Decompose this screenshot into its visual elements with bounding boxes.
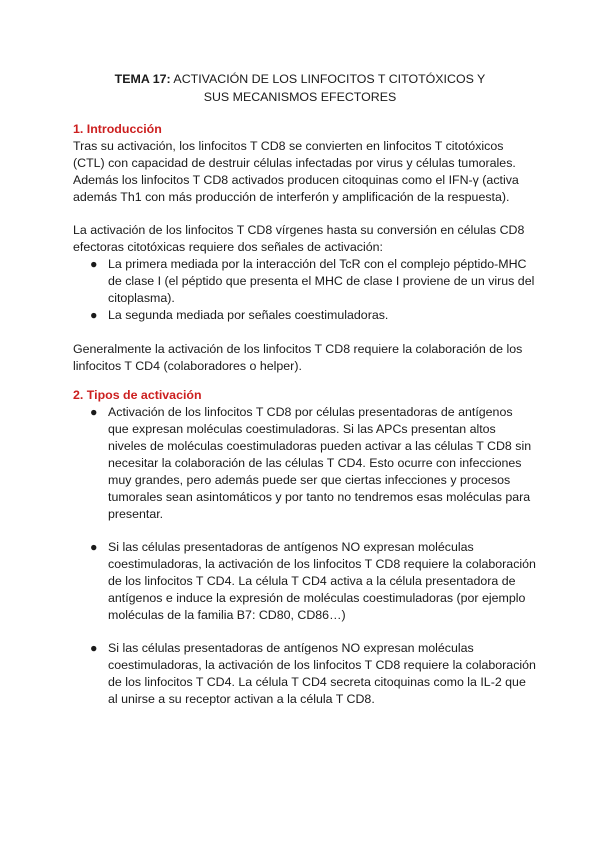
bullet-line: que expresan moléculas coestimuladoras. Si las APCs presentan altos (108, 422, 496, 436)
paragraph-line: La activación de los linfocitos T CD8 vírgenes hasta su conversión en células CD8 (73, 223, 525, 237)
section-2-bullet-2 (108, 539, 538, 624)
bullet-icon: ● (90, 405, 98, 419)
paragraph-line: Tras su activación, los linfocitos T CD8 se convierten en linfocitos T citotóxicos (73, 139, 504, 153)
section-1-paragraph-3 (73, 341, 533, 375)
bullet-line: coestimuladoras, la activación de los linfocitos T CD8 requiere la colaboración (108, 658, 536, 672)
section-1-paragraph-1 (73, 138, 533, 206)
section-2-bullet-3 (108, 640, 538, 708)
bullet-line: moléculas de la familia B7: CD80, CD86…) (108, 608, 346, 622)
bullet-icon: ● (90, 540, 98, 554)
bullet-line: muy grandes, pero además puede ser que ciertas infecciones y procesos (108, 473, 511, 487)
bullet-line: La segunda mediada por señales coestimuladoras. (108, 308, 389, 322)
title-line-1: ACTIVACIÓN DE LOS LINFOCITOS T CITOTÓXICOS Y (170, 72, 486, 86)
paragraph-line: Generalmente la activación de los linfocitos T CD8 requiere la colaboración de los (73, 342, 523, 356)
bullet-line: necesitar la colaboración de las células T CD4. Esto ocurre con infecciones (108, 456, 522, 470)
bullet-line: Activación de los linfocitos T CD8 por células presentadoras de antígenos (108, 405, 513, 419)
section-2-bullet-1 (108, 404, 538, 523)
section-1-paragraph-2 (73, 222, 533, 256)
bullet-line: citoplasma). (108, 291, 175, 305)
section-1-bullet-1 (108, 256, 538, 307)
paragraph-line: linfocitos T CD4 (colaboradores o helper). (73, 359, 302, 373)
section-2-heading: 2. Tipos de activación (73, 388, 202, 402)
bullet-line: presentar. (108, 507, 164, 521)
bullet-line: de clase I (el péptido que presenta el MHC de clase I proviene de un virus del (108, 274, 535, 288)
bullet-line: niveles de moléculas coestimuladoras pueden activar a las células T CD8 sin (108, 439, 532, 453)
bullet-line: de los linfocitos T CD4. La célula T CD4 activa a la célula presentadora de (108, 574, 516, 588)
bullet-line: coestimuladoras, la activación de los linfocitos T CD8 requiere la colaboración (108, 557, 536, 571)
bullet-line: tumorales sean asintomáticos y por tanto no tendremos esas moléculas para (108, 490, 531, 504)
paragraph-line: (CTL) con capacidad de destruir células infectadas por virus y células tumorales. (73, 156, 516, 170)
paragraph-line: Además los linfocitos T CD8 activados producen citoquinas como el IFN-γ (activa (73, 173, 519, 187)
section-1-bullet-2 (108, 307, 538, 324)
title-prefix: TEMA 17: (114, 72, 171, 86)
document-title (60, 70, 540, 106)
bullet-icon: ● (90, 257, 98, 271)
paragraph-line: efectoras citotóxicas requiere dos señales de activación: (73, 240, 383, 254)
bullet-line: La primera mediada por la interacción del TcR con el complejo péptido-MHC (108, 257, 527, 271)
bullet-line: antígenos e induce la expresión de moléculas coestimuladoras (por ejemplo (108, 591, 526, 605)
bullet-icon: ● (90, 641, 98, 655)
section-1-heading: 1. Introducción (73, 122, 162, 136)
bullet-icon: ● (90, 308, 98, 322)
bullet-line: al unirse a su receptor activan a la célula T CD8. (108, 692, 375, 706)
bullet-line: Si las células presentadoras de antígenos NO expresan moléculas (108, 540, 474, 554)
paragraph-line: además Th1 con más producción de interferón y amplificación de la respuesta). (73, 190, 510, 204)
title-line-2: SUS MECANISMOS EFECTORES (203, 90, 397, 104)
bullet-line: de los linfocitos T CD4. La célula T CD4 secreta citoquinas como la IL-2 que (108, 675, 526, 689)
bullet-line: Si las células presentadoras de antígenos NO expresan moléculas (108, 641, 474, 655)
